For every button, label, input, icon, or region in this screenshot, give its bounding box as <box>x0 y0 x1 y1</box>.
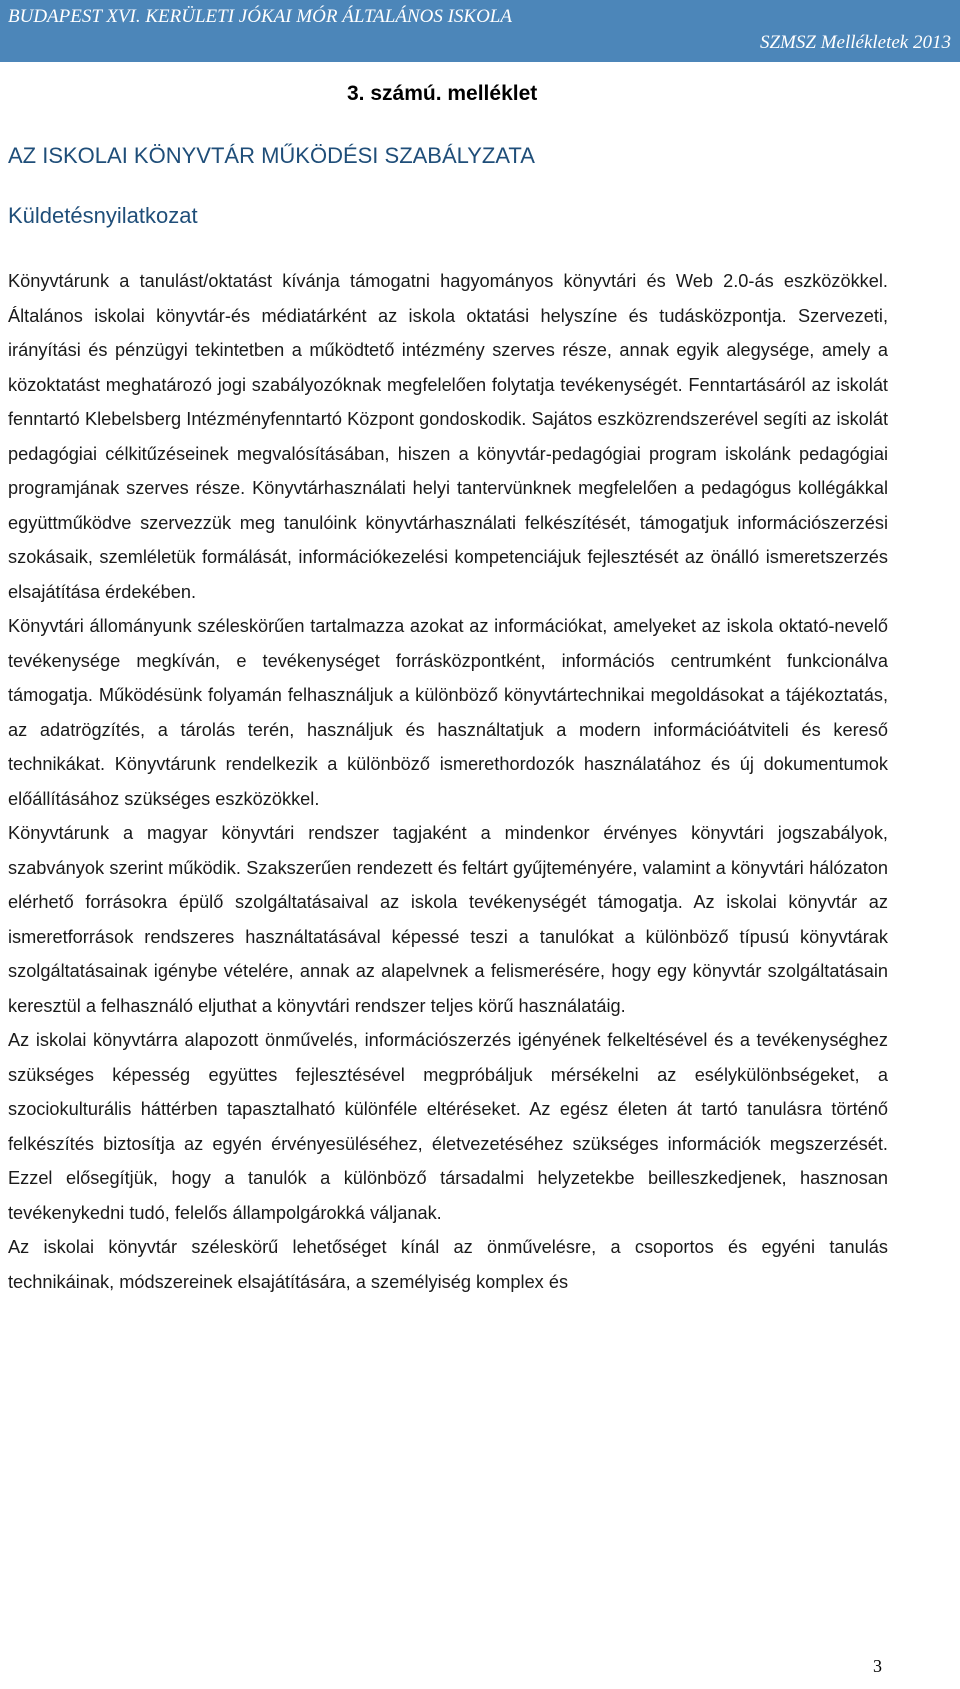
header-document-label: SZMSZ Mellékletek 2013 <box>759 32 951 53</box>
paragraph: Könyvtári állományunk széleskörűen tartalmazza azokat az információkat, amelyeket az iskola oktató-nevelő tevékenysége megkíván, e tevékenységet forrásközpontként, információs centrumként funkcionálva támogatja. Működésünk folyamán felhasználjuk a különböző könyvtártechnikai megoldásokat a tájékoztatás, az adatrögzítés, a tárolás terén, használjuk és használtatjuk a modern információátviteli és kereső technikákat. Könyvtárunk rendelkezik a különböző ismerethordozók használatához és új dokumentumok előállításához szükséges eszközökkel. <box>8 616 888 809</box>
regulation-title: AZ ISKOLAI KÖNYVTÁR MŰKÖDÉSI SZABÁLYZATA <box>8 143 535 168</box>
paragraph: Az iskolai könyvtár széleskörű lehetőséget kínál az önművelésre, a csoportos és egyéni tanulás technikáinak, módszereinek elsajátítására, a személyiség komplex és <box>8 1237 888 1292</box>
paragraph: Könyvtárunk a magyar könyvtári rendszer tagjaként a mindenkor érvényes könyvtári jogszabályok, szabványok szerint működik. Szakszerűen rendezett és feltárt gyűjteményére, valamint a könyvtári hálózaton elérhető forrásokra épülő szolgáltatásaival az iskola tevékenységét támogatja. Az iskolai könyvtár az ismeretforrások rendszeres használtatásával képessé teszi a tanulókat a különböző típusú könyvtárak szolgáltatásainak igénybe vételére, annak az alapelvnek a felismerésére, hogy egy könyvtár szolgáltatásain keresztül a felhasználó eljuthat a könyvtári rendszer teljes körű használatáig. <box>8 823 888 1016</box>
paragraph: Az iskolai könyvtárra alapozott önművelés, információszerzés igényének felkeltésével és a tevékenységhez szükséges képesség együttes fejlesztésével megpróbáljuk mérsékelni az esélykülönbségeket, a szociokulturális háttérben tapasztalható különféle eltéréseket. Az egész életen át tartó tanulásra történő felkészítés biztosítja az egyén érvényesüléséhez, életvezetéséhez szükséges információk megszerzését. Ezzel elősegítjük, hogy a tanulók a különböző társadalmi helyzetekbe beilleszkedjenek, hasznosan tevékenykedni tudó, felelős állampolgárokká váljanak. <box>8 1030 888 1223</box>
header-school-name: BUDAPEST XVI. KERÜLETI JÓKAI MÓR ÁLTALÁNOS ISKOLA <box>8 6 512 27</box>
body-text <box>8 264 888 1299</box>
annex-title: 3. számú. melléklet <box>347 82 538 105</box>
paragraph: Könyvtárunk a tanulást/oktatást kívánja támogatni hagyományos könyvtári és Web 2.0-ás eszközökkel. Általános iskolai könyvtár-és médiatárként az iskola oktatási helyszíne és tudásközpontja. Szervezeti, irányítási és pénzügyi tekintetben a működtető intézmény szerves része, annak egyik alegysége, amely a közoktatást meghatározó jogi szabályozóknak megfelelően folytatja tevékenységét. Fenntartásáról az iskolát fenntartó Klebelsberg Intézményfenntartó Központ gondoskodik. Sajátos eszközrendszerével segíti az iskolát pedagógiai célkitűzéseinek megvalósításában, hiszen a könyvtár-pedagógiai program iskolánk pedagógiai programjának szerves része. Könyvtárhasználati helyi tantervünknek megfelelően a pedagógus kollégákkal együttműködve szervezzük meg tanulóink könyvtárhasználati felkészítését, támogatjuk információszerzési szokásaik, szemléletük formálását, információkezelési kompetenciájuk fejlesztését az önálló ismeretszerzés elsajátítása érdekében. <box>8 271 888 602</box>
running-header <box>0 0 960 62</box>
header-divider <box>0 62 960 65</box>
page-number: 3 <box>873 1656 882 1676</box>
section-title: Küldetésnyilatkozat <box>8 203 198 228</box>
